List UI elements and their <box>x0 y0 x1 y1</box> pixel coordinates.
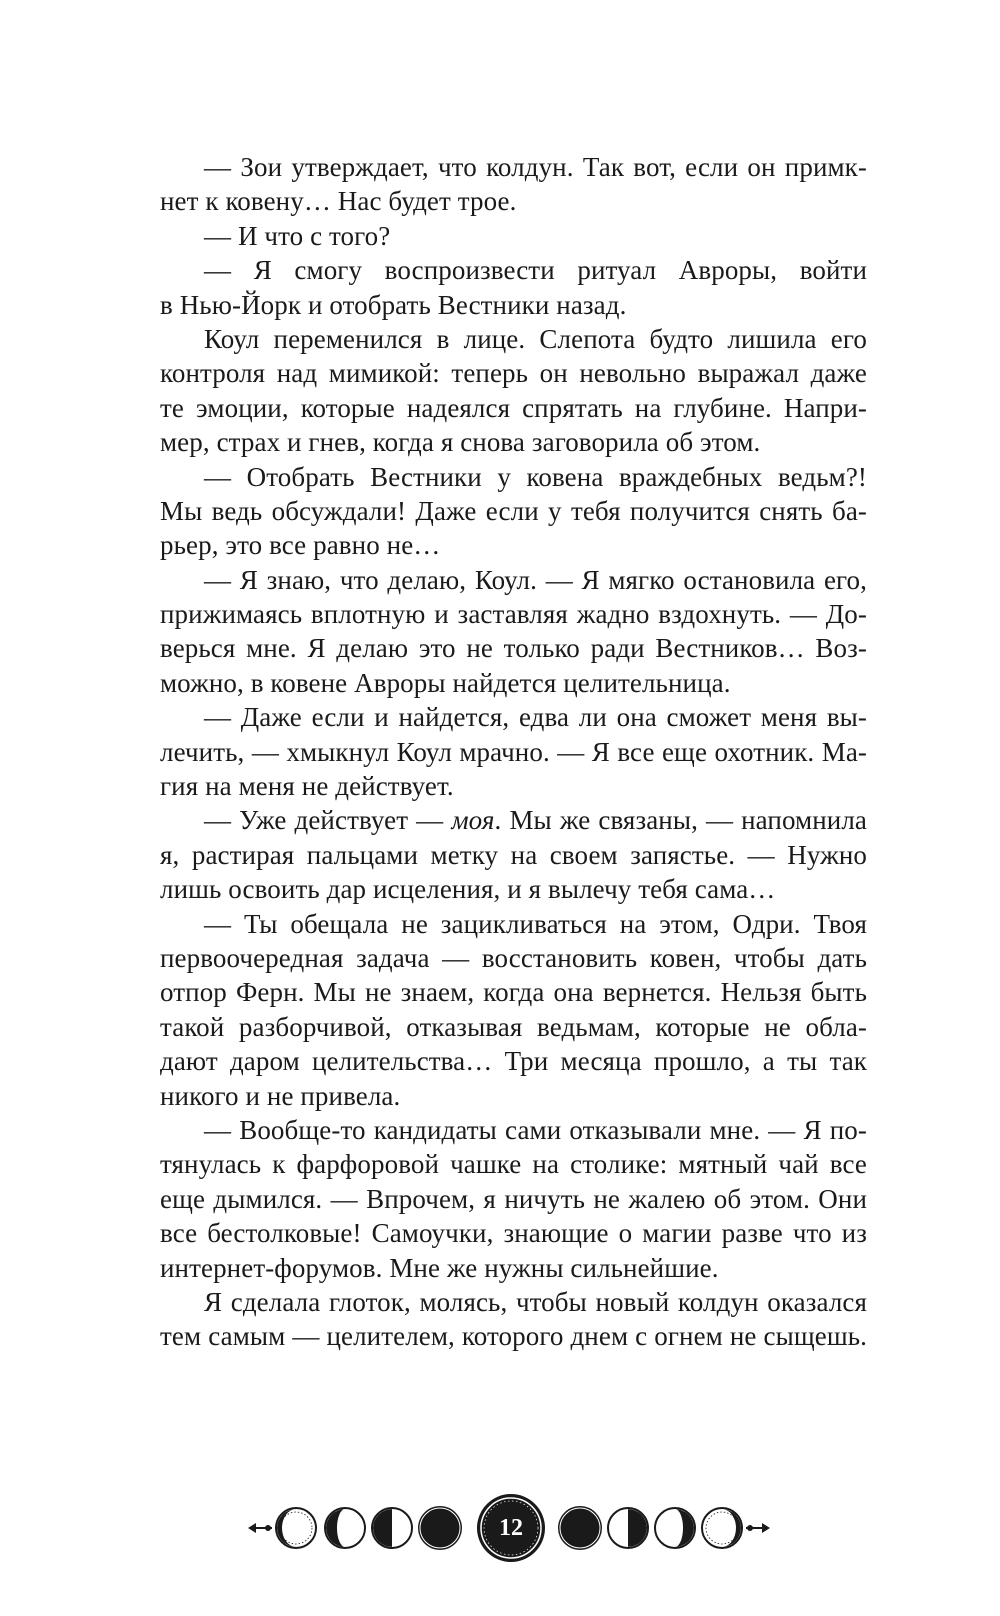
text-line: — Отобрать Вестники у ковена враждебных ведьм?! <box>204 461 867 492</box>
text-line-with-emphasis <box>160 803 867 837</box>
text-line: еще дымился. — Впрочем, я ничуть не жалею об этом. Они <box>160 1183 867 1214</box>
text-line: Коул переменился в лице. Слепота будто лишила его <box>204 323 867 354</box>
text-line: Мы ведь обсуждали! Даже если у тебя получится снять ба- <box>160 495 867 526</box>
text-line: лечить, — хмыкнул Коул мрачно. — Я все еще охотник. Ма- <box>160 736 867 767</box>
text-line: в Нью-Йорк и отобрать Вестники назад. <box>160 289 627 320</box>
text-line: — Даже если и найдется, едва ли она сможет меня вы- <box>204 702 867 733</box>
text-line: отпор Ферн. Мы не знаем, когда она вернется. Нельзя быть <box>160 977 867 1008</box>
page-number: 12 <box>499 1515 523 1541</box>
text-segment: — Уже действует — <box>204 805 452 836</box>
text-line: Я сделала глоток, молясь, чтобы новый колдун оказался <box>204 1286 867 1317</box>
text-line: лишь освоить дар исцеления, и я вылечу тебя сама… <box>160 874 776 905</box>
moon-phase-footer <box>0 1470 1000 1590</box>
right-arrow-icon <box>746 1523 770 1533</box>
left-arrow-icon <box>248 1523 272 1533</box>
moon-waning-1-icon <box>276 1508 316 1548</box>
text-line: верься мне. Я делаю это не только ради Вестников… Воз- <box>160 633 867 664</box>
text-line: никого и не привела. <box>160 1080 401 1111</box>
text-line: я, растирая пальцами метку на своем запястье. — Нужно <box>160 839 867 870</box>
text-line: мер, страх и гнев, когда я снова заговорила об этом. <box>160 427 761 458</box>
text-line: прижимаясь вплотную и заставляя жадно вздохнуть. — До- <box>160 599 867 630</box>
moon-waxing-1-icon <box>702 1508 742 1548</box>
text-line: те эмоции, которые надеялся спрятать на глубине. Напри- <box>160 392 867 423</box>
text-line: гия на меня не действует. <box>160 771 454 802</box>
text-line: можно, в ковене Авроры найдется целительница. <box>160 667 731 698</box>
moon-half-left-icon <box>372 1508 412 1548</box>
text-line: рьер, это все равно не… <box>160 530 441 561</box>
text-line: контроля над мимикой: теперь он невольно выражал даже <box>160 358 867 389</box>
text-line: тянулась к фарфоровой чашке на столике: мятный чай все <box>160 1149 867 1180</box>
text-line: — Я смогу воспроизвести ритуал Авроры, войти <box>204 255 867 286</box>
text-line: интернет-форумов. Мне же нужны сильнейшие. <box>160 1252 719 1283</box>
text-line: тем самым — целителем, которого днем с огнем не сыщешь. <box>160 1321 867 1352</box>
text-line: такой разборчивой, отказывая ведьмам, которые не обла- <box>160 1011 867 1042</box>
text-line: нет к ковену… Нас будет трое. <box>160 186 517 217</box>
moon-half-right-icon <box>608 1508 648 1548</box>
text-line: — Ты обещала не зацикливаться на этом, Одри. Твоя <box>204 908 867 939</box>
text-line: — Я знаю, что делаю, Коул. — Я мягко остановила его, <box>204 564 867 595</box>
moon-crescent-left-icon <box>325 1508 365 1548</box>
text-line: — Вообще-то кандидаты сами отказывали мне. — Я по- <box>204 1114 867 1145</box>
text-line: дают даром целительства… Три месяца прошло, а ты так <box>160 1046 867 1077</box>
moon-gibbous-right-icon <box>558 1506 602 1550</box>
text-line: — И что с того? <box>204 220 391 251</box>
body-text <box>160 150 867 1354</box>
emphasis-word: моя <box>451 805 495 836</box>
text-line: первоочередная задача — восстановить ковен, чтобы дать <box>160 942 867 973</box>
moon-crescent-right-icon <box>655 1508 695 1548</box>
moon-gibbous-left-icon <box>418 1506 462 1550</box>
text-line: все бестолковые! Самоучки, знающие о магии разве что из <box>160 1218 867 1249</box>
text-segment: . Мы же связаны, — напомнила <box>494 805 867 836</box>
text-line: — Зои утверждает, что колдун. Так вот, если он примк- <box>204 152 867 182</box>
